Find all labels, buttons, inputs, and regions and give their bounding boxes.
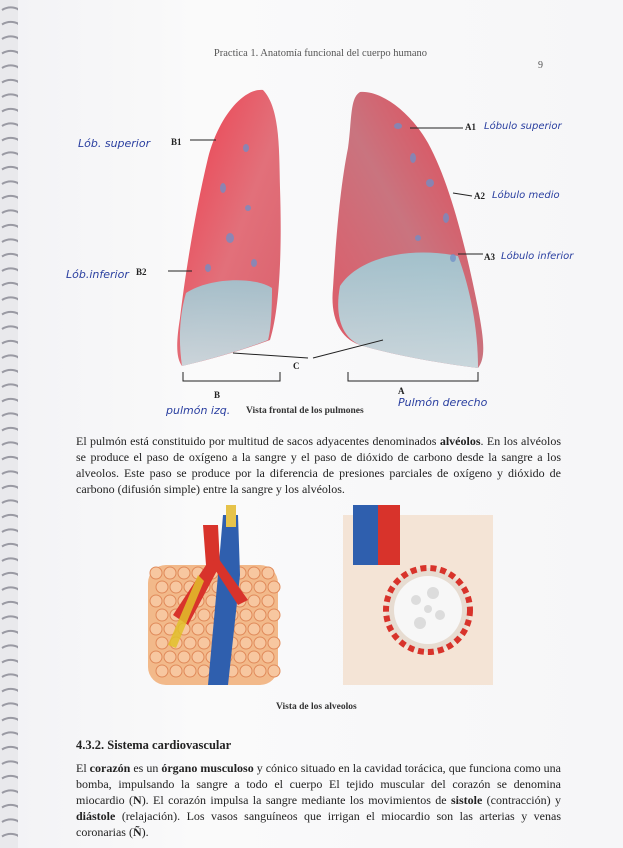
label-a: A bbox=[398, 386, 405, 396]
alveolus-bubble bbox=[262, 623, 274, 635]
para2-text-3: y cónico situado en la cavidad torácica, que funciona como una bomba, impulsando la sangre a todo el cuerpo El tejido muscular del corazón se denomina miocardio ( bbox=[76, 761, 562, 807]
alveolus-bubble bbox=[198, 637, 210, 649]
alveolus-bubble bbox=[156, 665, 168, 677]
alveolus-bubble bbox=[170, 581, 182, 593]
label-a1: A1 bbox=[465, 122, 476, 132]
para1-text-2: . En los alvéolos se produce el paso de oxígeno a la sangre y el paso de dióxido de carbono desde la sangre a los alveolos. Este paso se produce por la diferencia de presiones parciales de oxígeno y dióxido de carbono (difusión simple) entre la sangre y los alvéolos. bbox=[76, 434, 561, 496]
alveolus-bubble bbox=[268, 665, 280, 677]
alveolus-bubble bbox=[248, 595, 260, 607]
alveolus-bubble bbox=[164, 567, 176, 579]
para2-text-5: (contracción) y bbox=[482, 793, 561, 807]
para2-bold-corazon: corazón bbox=[89, 761, 131, 775]
alveolus-bubble bbox=[150, 623, 162, 635]
handwritten-right-upper: Lóbulo superior bbox=[484, 121, 562, 132]
label-c: C bbox=[293, 361, 300, 371]
handwritten-right-lung: Pulmón derecho bbox=[398, 396, 488, 409]
alveolus-bubble bbox=[268, 609, 280, 621]
left-lung-base bbox=[180, 280, 272, 366]
alveolus-bubble bbox=[192, 651, 204, 663]
label-a2: A2 bbox=[474, 191, 485, 201]
alveolus-cross-section bbox=[343, 505, 493, 685]
alveolus-bubble bbox=[262, 567, 274, 579]
para2-bold-ene: Ñ bbox=[132, 825, 142, 839]
alveolus-bubble bbox=[240, 637, 252, 649]
label-a3: A3 bbox=[484, 252, 495, 262]
alveolus-bubble bbox=[268, 581, 280, 593]
alveolus-bubble bbox=[150, 651, 162, 663]
alveolus-bubble bbox=[156, 609, 168, 621]
alveolus-bubble bbox=[150, 595, 162, 607]
alveolus-bubble bbox=[178, 567, 190, 579]
para2-text-2: es un bbox=[130, 761, 162, 775]
running-title: Practica 1. Anatomía funcional del cuerpo humano bbox=[213, 48, 428, 59]
page-number: 9 bbox=[538, 60, 543, 71]
alveolus-bubble bbox=[164, 595, 176, 607]
alveolus-bubble bbox=[240, 609, 252, 621]
alveolus-bubble bbox=[164, 651, 176, 663]
paragraph-alveoli bbox=[76, 433, 561, 497]
para2-text-1: El bbox=[76, 761, 90, 775]
alveoli-illustration bbox=[128, 505, 498, 695]
alveolus-bubble bbox=[262, 651, 274, 663]
para2-bold-organo: órgano musculoso bbox=[161, 761, 254, 775]
para2-bold-n: N bbox=[133, 793, 142, 807]
para1-text-1: El pulmón está constituido por multitud de sacos adyacentes denominados bbox=[76, 434, 440, 448]
alveolus-bubble bbox=[268, 637, 280, 649]
alveolus-bubble bbox=[184, 637, 196, 649]
alveolus-bubble bbox=[254, 581, 266, 593]
para2-text-7: ). bbox=[141, 825, 149, 839]
para2-bold-sistole: sistole bbox=[450, 793, 483, 807]
alveolus-bubble bbox=[178, 651, 190, 663]
label-b2: B2 bbox=[136, 267, 147, 277]
alveolus-bubble bbox=[184, 665, 196, 677]
handwritten-right-lower: Lóbulo inferior bbox=[501, 251, 574, 262]
right-lung-base bbox=[338, 253, 478, 368]
alveolus-bubble bbox=[240, 665, 252, 677]
section-title: 4.3.2. Sistema cardiovascular bbox=[76, 738, 232, 752]
alveolus-bubble bbox=[254, 637, 266, 649]
alveolus-bubble bbox=[240, 581, 252, 593]
alveolus-bubble bbox=[248, 623, 260, 635]
lungs-caption: Vista frontal de los pulmones bbox=[246, 406, 364, 416]
para2-text-4: ). El corazón impulsa la sangre mediante los movimientos de bbox=[141, 793, 451, 807]
label-b1: B1 bbox=[171, 137, 182, 147]
handwritten-left-upper: Lób. superior bbox=[78, 137, 151, 150]
alveoli-cluster bbox=[148, 505, 280, 685]
handwritten-left-lower: Lób.inferior bbox=[66, 268, 129, 281]
document-page bbox=[18, 0, 623, 848]
para2-text-6: (relajación). Los vasos sanguíneos que irrigan el miocardio son las arterias y venas coronarias ( bbox=[76, 809, 561, 839]
handwritten-right-middle: Lóbulo medio bbox=[492, 190, 560, 201]
alveolus-bubble bbox=[254, 665, 266, 677]
alveolus-bubble bbox=[156, 637, 168, 649]
alveolus-bubble bbox=[248, 567, 260, 579]
alveolus-bubble bbox=[198, 665, 210, 677]
alveolus-bubble bbox=[262, 595, 274, 607]
alveolus-bubble bbox=[170, 665, 182, 677]
handwritten-left-lung: pulmón izq. bbox=[166, 404, 231, 417]
alveolus-bubble bbox=[248, 651, 260, 663]
alveolus-bubble bbox=[198, 609, 210, 621]
alveolus-bubble bbox=[234, 623, 246, 635]
lungs-illustration bbox=[58, 78, 518, 408]
alveolus-bubble bbox=[156, 581, 168, 593]
alveolus-bubble bbox=[234, 651, 246, 663]
alveolus-bubble bbox=[192, 623, 204, 635]
paragraph-heart bbox=[76, 760, 561, 840]
para1-bold-alveolos: alvéolos bbox=[439, 434, 481, 448]
alveoli-caption: Vista de los alveolos bbox=[276, 702, 357, 712]
alveolus-bubble bbox=[254, 609, 266, 621]
alveolus-bubble bbox=[150, 567, 162, 579]
label-b: B bbox=[214, 390, 221, 400]
para2-bold-diastole: diástole bbox=[76, 809, 116, 823]
